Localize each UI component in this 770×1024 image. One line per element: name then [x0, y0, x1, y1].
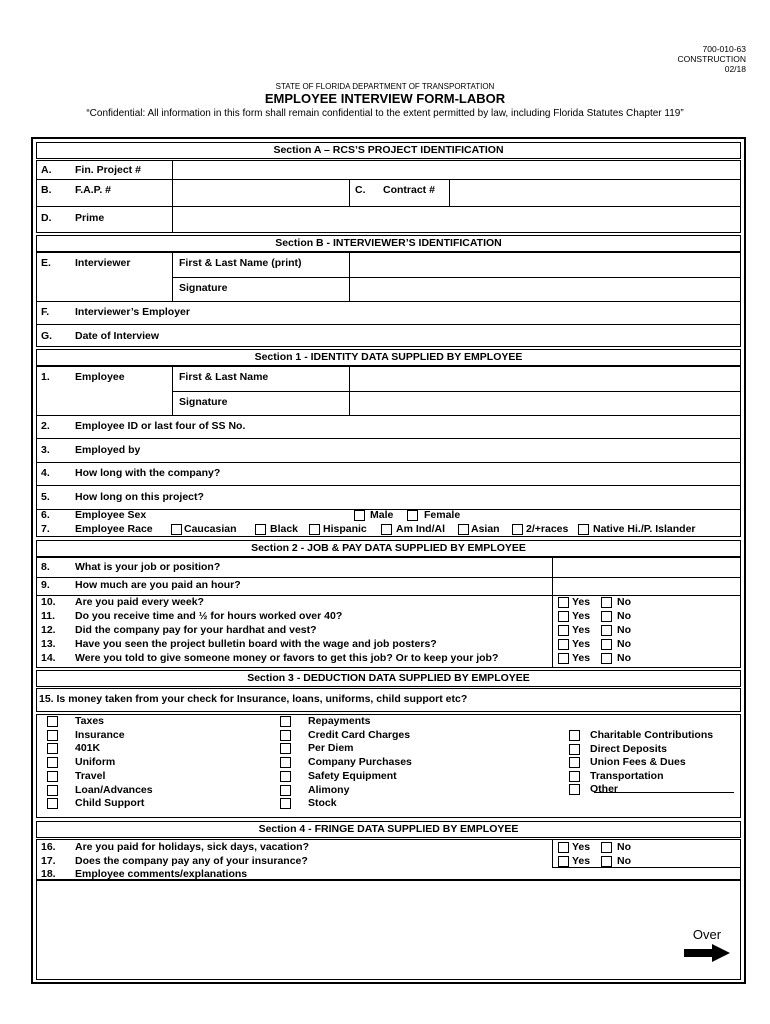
paid-holidays-label: Are you paid for holidays, sick days, vacation? — [75, 841, 309, 853]
interviewer-label: Interviewer — [75, 257, 131, 269]
row-g-letter: G. — [41, 330, 53, 342]
confidentiality-notice: “Confidential: All information in this form shall remain confidential to the extent permitted by law, including Florida Statutes Chapter 119” — [86, 108, 684, 119]
other-deduction-line[interactable] — [594, 792, 734, 793]
deduction-col2-label-3: Company Purchases — [308, 756, 412, 769]
sex-male-label: Male — [370, 509, 394, 521]
fap-field[interactable] — [174, 180, 348, 206]
contract-field[interactable] — [451, 180, 740, 206]
interview-date-field[interactable] — [207, 325, 740, 346]
row-c-letter: C. — [355, 184, 366, 196]
race-am-ind-label: Am Ind/Al — [396, 523, 445, 535]
race-asian-checkbox[interactable] — [458, 524, 469, 535]
deduction-col1-checkbox-3[interactable] — [47, 757, 58, 768]
section-2-title: Section 2 - JOB & PAY DATA SUPPLIED BY EMPLOYEE — [36, 540, 741, 557]
q11-number: 11. — [41, 610, 56, 622]
q11-yes-checkbox[interactable] — [558, 611, 569, 622]
deduction-col2-label-2: Per Diem — [308, 742, 354, 755]
race-black-checkbox[interactable] — [255, 524, 266, 535]
form-frame — [31, 137, 746, 984]
deduction-col1-checkbox-6[interactable] — [47, 798, 58, 809]
q1-number: 1. — [41, 371, 50, 383]
comments-field[interactable] — [36, 880, 741, 980]
deduction-col1-checkbox-1[interactable] — [47, 730, 58, 741]
job-position-label: What is your job or position? — [75, 561, 221, 573]
section-4-body — [36, 839, 741, 880]
time-with-company-label: How long with the company? — [75, 467, 221, 479]
deduction-question: 15. Is money taken from your check for Insurance, loans, uniforms, child support etc? — [39, 693, 468, 705]
form-number: 700-010-63 — [702, 44, 746, 54]
over-label: Over — [692, 927, 722, 942]
sex-female-checkbox[interactable] — [407, 510, 418, 521]
q12-no-label: No — [617, 624, 631, 636]
time-on-project-field[interactable] — [247, 486, 740, 509]
q13-number: 13. — [41, 638, 56, 650]
employee-id-label: Employee ID or last four of SS No. — [75, 420, 246, 432]
section-b-title: Section B - INTERVIEWER’S IDENTIFICATION — [36, 235, 741, 252]
form-category: CONSTRUCTION — [677, 54, 746, 64]
fin-project-label: Fin. Project # — [75, 164, 141, 176]
deduction-col3-checkbox-0[interactable] — [569, 730, 580, 741]
time-on-project-label: How long on this project? — [75, 491, 204, 503]
q12-yes-checkbox[interactable] — [558, 625, 569, 636]
section-b-body — [36, 252, 741, 347]
deduction-col3-label-4: Other — [590, 783, 619, 795]
race-hispanic-label: Hispanic — [323, 523, 367, 535]
money-favors-label: Were you told to give someone money or favors to get this job? Or to keep your job? — [75, 652, 499, 664]
deduction-col2-checkbox-2[interactable] — [280, 743, 291, 754]
deduction-col3-checkbox-1[interactable] — [569, 744, 580, 755]
section-1-title: Section 1 - IDENTITY DATA SUPPLIED BY EMPLOYEE — [36, 349, 741, 366]
row-e-letter: E. — [41, 257, 51, 269]
deduction-col1-checkbox-0[interactable] — [47, 716, 58, 727]
deduction-col1-checkbox-2[interactable] — [47, 743, 58, 754]
deduction-col1-label-0: Taxes — [75, 715, 104, 727]
interviewer-signature-label: Signature — [179, 282, 228, 294]
paid-weekly-label: Are you paid every week? — [75, 596, 204, 608]
race-asian-label: Asian — [471, 523, 500, 535]
q10-number: 10. — [41, 596, 56, 608]
interviewer-employer-field[interactable] — [207, 302, 740, 324]
race-native-hi-checkbox[interactable] — [578, 524, 589, 535]
row-d-letter: D. — [41, 212, 52, 224]
q17-no-checkbox[interactable] — [601, 856, 612, 867]
deduction-col2-checkbox-3[interactable] — [280, 757, 291, 768]
deduction-col1-label-5: Loan/Advances — [75, 783, 153, 796]
section-1-body — [36, 366, 741, 537]
section-a-body — [36, 160, 741, 233]
deduction-col3-label-3: Transportation — [590, 769, 664, 782]
fin-project-field[interactable] — [174, 161, 740, 179]
race-caucasian-label: Caucasian — [184, 523, 237, 535]
hourly-pay-field[interactable] — [553, 578, 740, 595]
deduction-col2-label-0: Repayments — [308, 715, 371, 727]
employed-by-field[interactable] — [177, 439, 740, 462]
q8-number: 8. — [41, 561, 50, 573]
row-a-letter: A. — [41, 164, 52, 176]
q16-yes-checkbox[interactable] — [558, 842, 569, 853]
employee-signature-label: Signature — [179, 396, 228, 408]
overtime-label: Do you receive time and ½ for hours worked over 40? — [75, 610, 343, 622]
q12-number: 12. — [41, 624, 56, 636]
deduction-col2-checkbox-0[interactable] — [280, 716, 291, 727]
form-date: 02/18 — [724, 64, 746, 74]
form-number-block — [678, 44, 746, 74]
interviewer-name-field[interactable] — [350, 253, 740, 277]
q11-no-label: No — [617, 610, 631, 622]
hourly-pay-label: How much are you paid an hour? — [75, 579, 241, 591]
employee-label: Employee — [75, 371, 125, 383]
contract-label: Contract # — [383, 184, 435, 196]
q4-number: 4. — [41, 467, 50, 479]
race-hispanic-checkbox[interactable] — [309, 524, 320, 535]
race-caucasian-checkbox[interactable] — [171, 524, 182, 535]
deduction-col1-checkbox-5[interactable] — [47, 785, 58, 796]
q14-no-checkbox[interactable] — [601, 653, 612, 664]
comments-label: Employee comments/explanations — [75, 868, 248, 880]
q13-yes-checkbox[interactable] — [558, 639, 569, 650]
employee-id-field[interactable] — [297, 416, 740, 438]
deduction-col2-checkbox-5[interactable] — [280, 785, 291, 796]
deduction-col2-checkbox-4[interactable] — [280, 771, 291, 782]
deduction-question-box — [36, 688, 741, 712]
insurance-paid-label: Does the company pay any of your insurance? — [75, 855, 308, 867]
q16-yes-label: Yes — [572, 841, 591, 853]
sex-female-label: Female — [424, 509, 461, 521]
deductions-box — [36, 714, 741, 818]
q10-no-label: No — [617, 596, 631, 608]
deduction-col3-checkbox-2[interactable] — [569, 757, 580, 768]
deduction-col2-checkbox-6[interactable] — [280, 798, 291, 809]
q16-no-checkbox[interactable] — [601, 842, 612, 853]
deduction-col1-label-1: Insurance — [75, 728, 125, 741]
q9-number: 9. — [41, 579, 50, 591]
deduction-col3-label-2: Union Fees & Dues — [590, 756, 686, 768]
q12-yes-label: Yes — [572, 624, 591, 636]
q13-no-label: No — [617, 638, 631, 650]
section-a-title: Section A – RCS’S PROJECT IDENTIFICATION — [36, 142, 741, 159]
deduction-col2-label-1: Credit Card Charges — [308, 728, 411, 741]
employee-signature-field[interactable] — [350, 392, 740, 415]
q12-no-checkbox[interactable] — [601, 625, 612, 636]
race-two-plus-checkbox[interactable] — [512, 524, 523, 535]
q17-yes-label: Yes — [572, 855, 591, 867]
prime-label: Prime — [75, 212, 105, 224]
q17-number: 17. — [41, 855, 56, 867]
q14-yes-label: Yes — [572, 652, 591, 664]
job-position-field[interactable] — [553, 558, 740, 577]
q5-number: 5. — [41, 491, 50, 503]
form-title: EMPLOYEE INTERVIEW FORM-LABOR — [264, 91, 506, 106]
interviewer-signature-field[interactable] — [350, 278, 740, 301]
prime-field[interactable] — [174, 207, 740, 232]
interview-date-label: Date of Interview — [75, 330, 160, 342]
q10-yes-label: Yes — [572, 596, 591, 608]
employee-race-label: Employee Race — [75, 523, 153, 535]
q10-yes-checkbox[interactable] — [558, 597, 569, 608]
deduction-col3-label-0: Charitable Contributions — [590, 729, 714, 741]
section-3-title: Section 3 - DEDUCTION DATA SUPPLIED BY EMPLOYEE — [36, 670, 741, 687]
deduction-col1-label-3: Uniform — [75, 756, 116, 769]
deduction-col2-checkbox-1[interactable] — [280, 730, 291, 741]
fap-label: F.A.P. # — [75, 184, 111, 196]
employee-name-field[interactable] — [350, 367, 740, 391]
race-black-label: Black — [270, 523, 299, 535]
employed-by-label: Employed by — [75, 444, 141, 456]
q2-number: 2. — [41, 420, 50, 432]
time-with-company-field[interactable] — [267, 463, 740, 485]
row-f-letter: F. — [41, 306, 50, 318]
deduction-col3-checkbox-3[interactable] — [569, 771, 580, 782]
q14-no-label: No — [617, 652, 631, 664]
deduction-col3-checkbox-4[interactable] — [569, 784, 580, 795]
right-arrow-icon — [684, 944, 730, 962]
bulletin-board-label: Have you seen the project bulletin board with the wage and job posters? — [75, 638, 437, 650]
hardhat-vest-label: Did the company pay for your hardhat and vest? — [75, 624, 317, 636]
q13-no-checkbox[interactable] — [601, 639, 612, 650]
q13-yes-label: Yes — [572, 638, 591, 650]
q11-no-checkbox[interactable] — [601, 611, 612, 622]
section-2-body — [36, 557, 741, 668]
sex-male-checkbox[interactable] — [354, 510, 365, 521]
section-4-title: Section 4 - FRINGE DATA SUPPLIED BY EMPLOYEE — [36, 821, 741, 838]
q11-yes-label: Yes — [572, 610, 591, 622]
employee-sex-label: Employee Sex — [75, 509, 147, 521]
q14-yes-checkbox[interactable] — [558, 653, 569, 664]
q17-yes-checkbox[interactable] — [558, 856, 569, 867]
row-b-letter: B. — [41, 184, 52, 196]
q10-no-checkbox[interactable] — [601, 597, 612, 608]
deduction-col1-checkbox-4[interactable] — [47, 771, 58, 782]
deduction-col3-label-1: Direct Deposits — [590, 742, 668, 755]
race-two-plus-label: 2/+races — [526, 523, 569, 535]
deduction-col1-label-4: Travel — [75, 769, 106, 782]
employee-name-label: First & Last Name — [179, 371, 269, 383]
q16-number: 16. — [41, 841, 56, 853]
agency-name: STATE OF FLORIDA DEPARTMENT OF TRANSPORTATION — [275, 82, 495, 91]
race-native-hi-label: Native Hi./P. Islander — [593, 523, 696, 535]
deduction-col2-label-5: Alimony — [308, 783, 350, 796]
race-am-ind-checkbox[interactable] — [381, 524, 392, 535]
over-indicator — [684, 927, 730, 967]
interviewer-employer-label: Interviewer’s Employer — [75, 306, 190, 318]
deduction-col1-label-6: Child Support — [75, 797, 145, 810]
q3-number: 3. — [41, 444, 50, 456]
deduction-col2-label-4: Safety Equipment — [308, 769, 397, 782]
q14-number: 14. — [41, 652, 56, 664]
deduction-col2-label-6: Stock — [308, 797, 337, 810]
q7-number: 7. — [41, 523, 50, 535]
deduction-col1-label-2: 401K — [75, 742, 101, 755]
q18-number: 18. — [41, 868, 56, 880]
q16-no-label: No — [617, 841, 631, 853]
q6-number: 6. — [41, 509, 50, 521]
interviewer-name-label: First & Last Name (print) — [179, 257, 302, 269]
q17-no-label: No — [617, 855, 631, 867]
